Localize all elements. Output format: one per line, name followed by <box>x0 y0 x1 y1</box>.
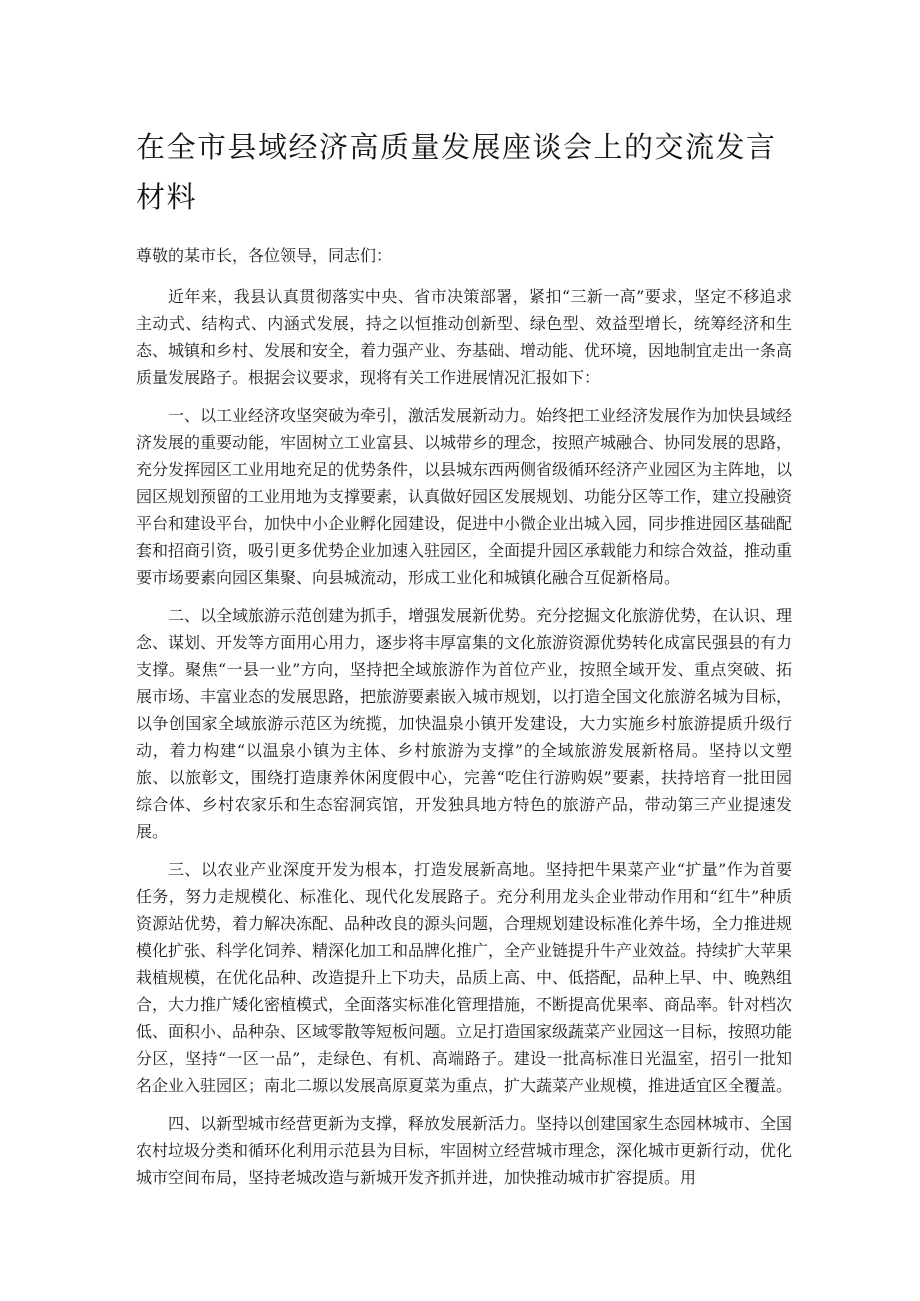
paragraph-urban: 四、以新型城市经营更新为支撑，释放发展新活力。坚持以创建国家生态园林城市、全国农村垃圾分类和循环化利用示范县为目标，牢固树立经营城市理念，深化城市更新行动，优化城市空间布局，坚持老城改造与新城开发齐抓并进，加快推动城市扩容提质。用 <box>136 1114 793 1187</box>
paragraph-tourism: 二、以全域旅游示范创建为抓手，增强发展新优势。充分挖掘文化旅游优势，在认识、理念、谋划、开发等方面用心用力，逐步将丰厚富集的文化旅游资源优势转化成富民强县的有力支撑。聚焦“一县一业”方向，坚持把全域旅游作为首位产业，按照全域开发、重点突破、拓展市场、丰富业态的发展思路，把旅游要素嵌入城市规划，以打造全国文化旅游名城为目标，以争创国家全域旅游示范区为统揽，加快温泉小镇开发建设，大力实施乡村旅游提质升级行动，着力构建“以温泉小镇为主体、乡村旅游为支撑”的全域旅游发展新格局。坚持以文塑旅、以旅彰文，围绕打造康养休闲度假中心，完善“吃住行游购娱”要素，扶持培育一批田园综合体、乡村农家乐和生态窑洞宾馆，开发独具地方特色的旅游产品，带动第三产业提速发展。 <box>136 606 793 841</box>
paragraph-industry: 一、以工业经济攻坚突破为牵引，激活发展新动力。始终把工业经济发展作为加快县域经济发展的重要动能，牢固树立工业富县、以城带乡的理念，按照产城融合、协同发展的思路，充分发挥园区工业用地充足的优势条件，以县城东西两侧省级循环经济产业园区为主阵地，以园区规划预留的工业用地为支撑要素，认真做好园区发展规划、功能分区等工作，建立投融资平台和建设平台，加快中小企业孵化园建设，促进中小微企业出城入园，同步推进园区基础配套和招商引资，吸引更多优势企业加速入驻园区，全面提升园区承载能力和综合效益，推动重要市场要素向园区集聚、向县城流动，形成工业化和城镇化融合互促新格局。 <box>136 406 793 587</box>
paragraph-intro: 近年来，我县认真贯彻落实中央、省市决策部署，紧扣“三新一高”要求，坚定不移追求主动式、结构式、内涵式发展，持之以恒推动创新型、绿色型、效益型增长，统筹经济和生态、城镇和乡村、发展和安全，着力强产业、夯基础、增动能、优环境，因地制宜走出一条高质量发展路子。根据会议要求，现将有关工作进展情况汇报如下： <box>136 287 793 387</box>
document-page <box>136 122 792 1202</box>
paragraph-agriculture: 三、以农业产业深度开发为根本，打造发展新高地。坚持把牛果菜产业“扩量”作为首要任务，努力走规模化、标准化、现代化发展路子。充分利用龙头企业带动作用和“红牛”种质资源站优势，着力解决冻配、品种改良的源头问题，合理规划建设标准化养牛场，全力推进规模化扩张、科学化饲养、精深化加工和品牌化推广，全产业链提升牛产业效益。持续扩大苹果栽植规模，在优化品种、改造提升上下功夫，品质上高、中、低搭配，品种上早、中、晚熟组合，大力推广矮化密植模式，全面落实标准化管理措施，不断提高优果率、商品率。针对档次低、面积小、品种杂、区域零散等短板问题。立足打造国家级蔬菜产业园这一目标，按照功能分区，坚持“一区一品”，走绿色、有机、高端路子。建设一批高标准日光温室，招引一批知名企业入驻园区；南北二塬以发展高原夏菜为重点，扩大蔬菜产业规模，推进适宜区全覆盖。 <box>136 860 793 1095</box>
document-title: 在全市县域经济高质量发展座谈会上的交流发言材料 <box>136 130 777 214</box>
salutation: 尊敬的某市长，各位领导，同志们： <box>136 246 393 265</box>
